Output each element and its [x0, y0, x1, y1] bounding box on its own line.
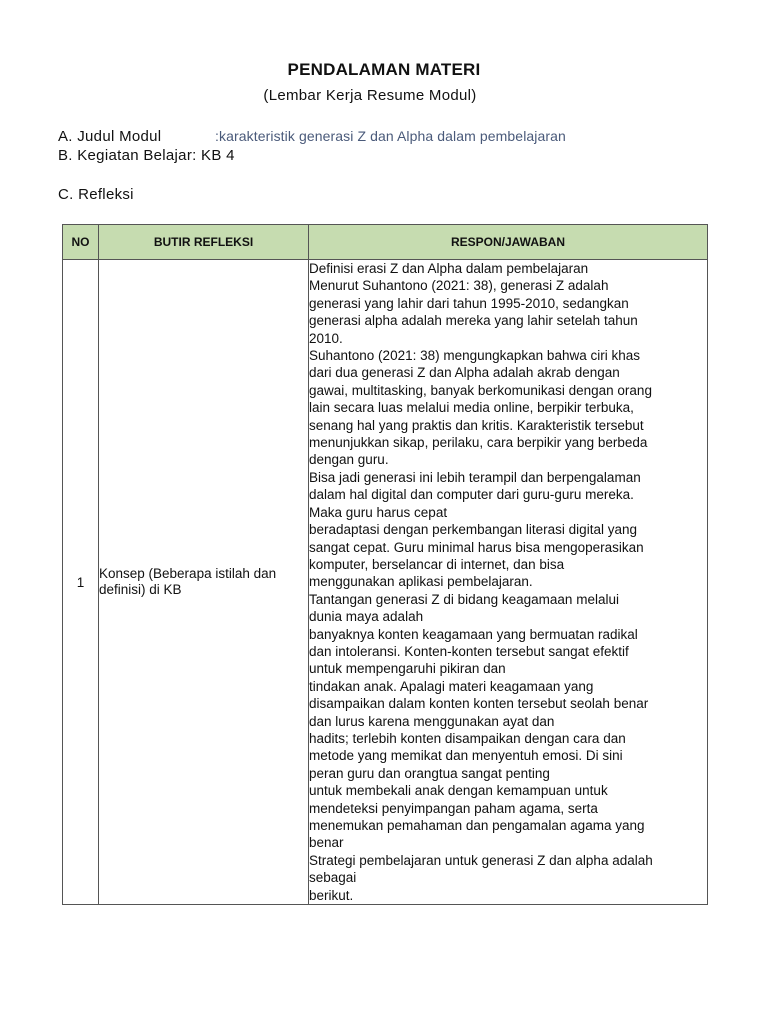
judul-modul-row — [58, 128, 566, 145]
response-text-line: dunia maya adalah — [309, 609, 424, 625]
butir-refleksi-cell: Konsep (Beberapa istilah dan definisi) di KB — [99, 260, 309, 905]
kegiatan-belajar-label: B. Kegiatan Belajar — [58, 147, 193, 164]
response-text-line: untuk membekali anak dengan kemampuan untuk — [309, 783, 608, 799]
response-text-line: hadits; terlebih konten disampaikan dengan cara dan — [309, 730, 626, 746]
response-text-line: metode yang memikat dan menyentuh emosi. Di sini — [309, 748, 623, 764]
response-text-line: Strategi pembelajaran untuk generasi Z dan alpha adalah — [309, 852, 653, 868]
kegiatan-belajar-value: : KB 4 — [192, 147, 235, 164]
response-text-line: mendeteksi penyimpangan paham agama, serta — [309, 800, 598, 816]
response-text-line: senang hal yang praktis dan kritis. Karakteristik tersebut — [309, 417, 644, 433]
judul-modul-label: A. Judul Modul — [58, 128, 162, 145]
response-text-line: peran guru dan orangtua sangat penting — [309, 765, 550, 781]
row-number: 1 — [63, 260, 99, 905]
response-text-line: berikut. — [309, 887, 354, 903]
response-text-line: menggunakan aplikasi pembelajaran. — [309, 574, 533, 590]
response-text-line: Maka guru harus cepat — [309, 504, 448, 520]
response-text-line: gawai, multitasking, banyak berkomunikasi dengan orang — [309, 382, 652, 398]
response-text-line: dari dua generasi Z dan Alpha adalah akrab dengan — [309, 365, 620, 381]
response-text-line: dan lurus karena menggunakan ayat dan — [309, 713, 555, 729]
response-text-line: Tantangan generasi Z di bidang keagamaan melalui — [309, 591, 619, 607]
response-text-line: 2010. — [309, 330, 343, 346]
response-text-line: generasi alpha adalah mereka yang lahir setelah tahun — [309, 313, 638, 329]
response-text-line: Suhantono (2021: 38) mengungkapkan bahwa ciri khas — [309, 348, 640, 364]
response-text-line: sangat cepat. Guru minimal harus bisa mengoperasikan — [309, 539, 644, 555]
document-title: PENDALAMAN MATERI — [287, 60, 481, 79]
kegiatan-belajar-row — [58, 147, 235, 164]
response-text-line: generasi yang lahir dari tahun 1995-2010, sedangkan — [309, 295, 629, 311]
response-text-line: Definisi erasi Z dan Alpha dalam pembelajaran — [309, 261, 589, 276]
reflection-table — [62, 224, 708, 905]
response-text-line: lain secara luas melalui media online, berpikir terbuka, — [309, 400, 634, 416]
response-text-line: menemukan pemahaman dan pengamalan agama yang — [309, 818, 645, 833]
response-text-line: untuk mempengaruhi pikiran dan — [309, 661, 506, 677]
header-no: NO — [63, 225, 99, 260]
respon-jawaban-cell — [309, 260, 708, 905]
refleksi-heading: C. Refleksi — [58, 186, 134, 203]
header-respon-jawaban: RESPON/JAWABAN — [309, 225, 708, 260]
header-butir-refleksi: BUTIR REFLEKSI — [99, 225, 309, 260]
response-text-line: dan intoleransi. Konten-konten tersebut sangat efektif — [309, 643, 629, 659]
table-row — [63, 260, 708, 905]
response-text-line: komputer, berselancar di internet, dan bisa — [309, 556, 565, 572]
response-text-line: sebagai — [309, 870, 357, 886]
response-text-line: tindakan anak. Apalagi materi keagamaan yang — [309, 678, 594, 694]
response-text-line: Menurut Suhantono (2021: 38), generasi Z adalah — [309, 278, 609, 294]
response-text-line: menunjukkan sikap, perilaku, cara berpikir yang berbeda — [309, 435, 648, 451]
response-text-line: dengan guru. — [309, 452, 389, 468]
response-text-line: banyaknya konten keagamaan yang bermuatan radikal — [309, 626, 638, 642]
response-text-line: beradaptasi dengan perkembangan literasi digital yang — [309, 522, 637, 538]
response-text-line: benar — [309, 835, 344, 851]
document-subtitle: (Lembar Kerja Resume Modul) — [263, 87, 477, 104]
judul-modul-value: :karakteristik generasi Z dan Alpha dalam pembelajaran — [215, 128, 566, 144]
response-text-line: Bisa jadi generasi ini lebih terampil dan berpengalaman — [309, 469, 641, 485]
response-text-line: disampaikan dalam konten konten tersebut seolah benar — [309, 696, 649, 712]
response-text-line: dalam hal digital dan computer dari guru-guru mereka. — [309, 487, 634, 503]
table-header-row — [63, 225, 708, 260]
